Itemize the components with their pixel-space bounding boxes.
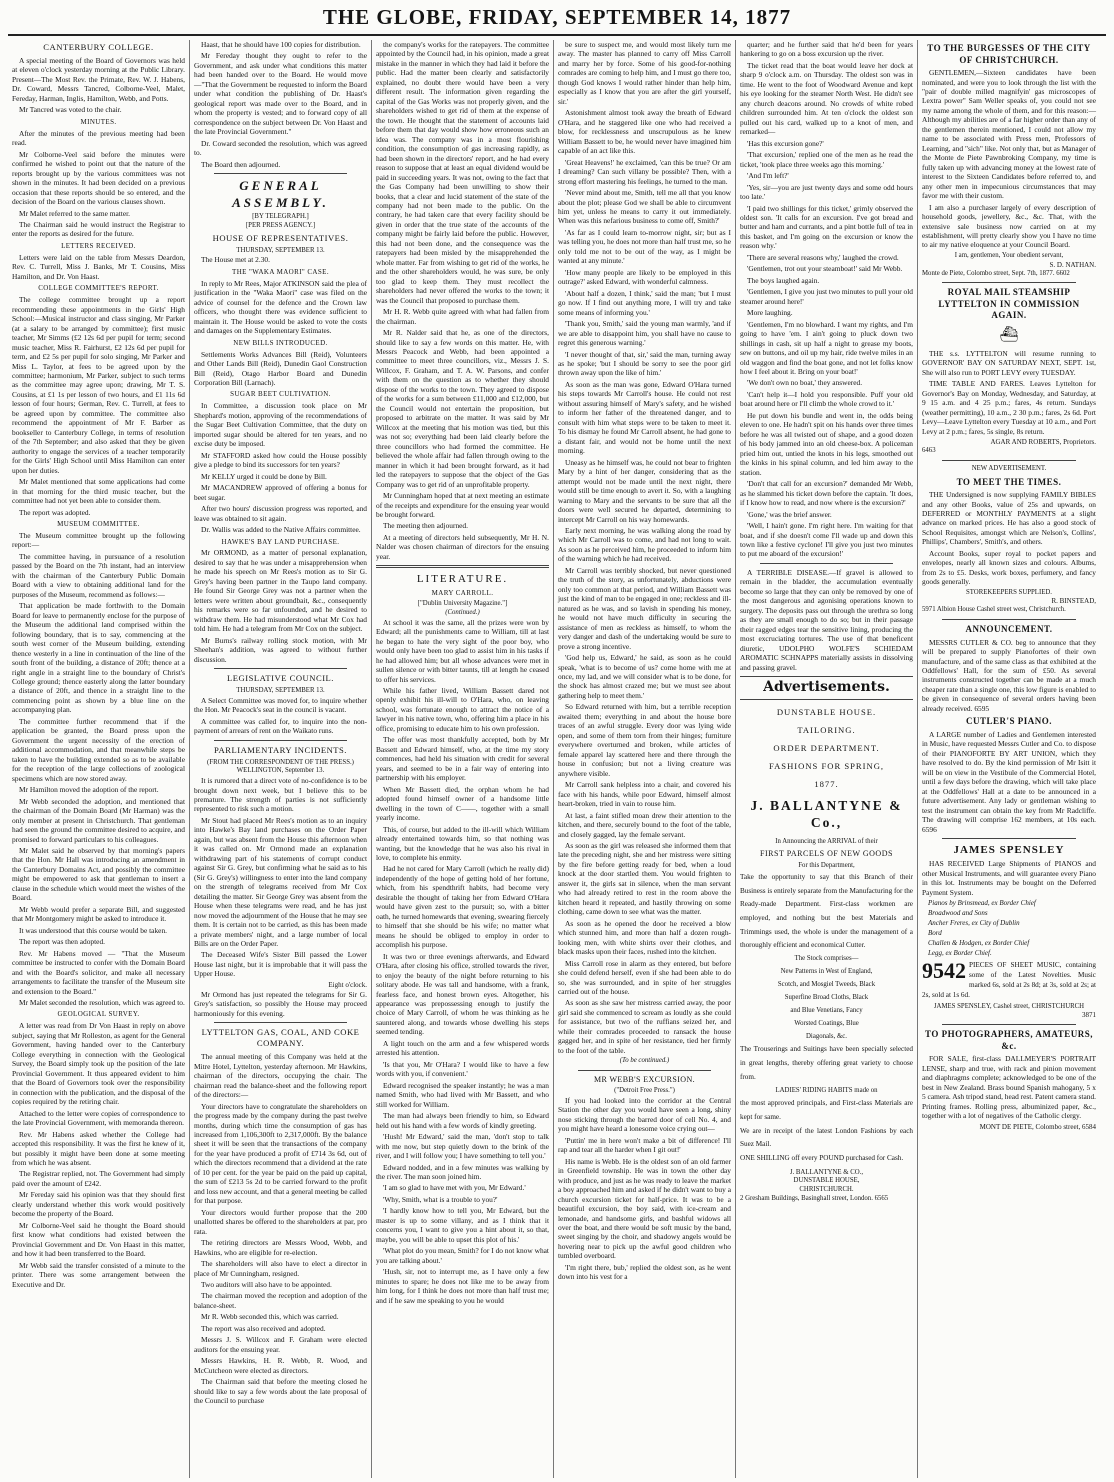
ad-address: 5971 Albion House Cashel street west, Christchurch.	[922, 606, 1066, 614]
paragraph: In reply to Mr Rees, Major ATKINSON said the plea of justification in the "Waka Maori" case was filed on the advice of counsel for the defence and the Crown law officers, who thought there was evidence sufficient to maintain it. The House would be asked to vote the costs and damages on the Supplementary Estimates.	[194, 278, 367, 336]
ad-body: the most approved principals, and First-class Materials are kept for same.	[740, 1099, 913, 1122]
paragraph: Mr Carroll was terribly shocked, but never questioned the truth of the story, as unfortunately, abductions were only too common at that period, and William Bassett was just the kind of man to be engaged in one; reckless and ill-natured as he was, and so lavish in spending his money, he would not have much difficulty in securing the assistance of men as reckless as himself, to whom the very danger and dash of the undertaking would be sure to prove a strong incentive.	[558, 565, 731, 651]
paragraph: If you had looked into the corridor at the Central Station the other day you would have seen a long, shiny nose sticking through the barred door of cell No. 4, and you might have heard a lonesome voice crying out—	[558, 1095, 731, 1134]
paragraph: After two hours' discussion progress was reported, and leave was obtained to sit again.	[194, 504, 367, 523]
paragraph: Early next morning, he was walking along the road by which Mr Carroll was to come, and had not long to wait. As soon as he perceived him, he proceeded to inform him of the warning which he had received.	[558, 525, 731, 564]
paragraph: The shareholders will also have to elect a director in place of Mr Cunningham, resigned.	[194, 1259, 367, 1278]
divider	[578, 1070, 711, 1071]
subsection-title: HAWKE'S BAY LAND PURCHASE.	[221, 537, 340, 546]
paragraph: Astonishment almost took away the breath of Edward O'Hara, and he staggered like one who had received a blow, for recklessness and unscrupulous as he knew William Bassett to be, he would never have imagined him capable of an act like this.	[558, 108, 731, 156]
column-2	[190, 40, 372, 1478]
paragraph: Mr MACANDREW approved of offering a bonus for beet sugar.	[194, 483, 367, 502]
paragraph: 'Is that you, Mr O'Hara? I would like to have a few words with you, if convenient.'	[376, 1059, 549, 1079]
paragraph: The Deceased Wife's Sister Bill passed the Lower House last night, but it is improbable that it will pass the Upper House.	[194, 950, 367, 979]
divider	[214, 173, 347, 174]
ad-number: 6463	[922, 447, 936, 455]
ad-closing: I am, gentlemen, Your obedient servant,	[954, 251, 1064, 259]
paragraph: More laughing.	[747, 308, 793, 318]
ad-signature: AGAR AND ROBERTS, Proprietors.	[990, 438, 1096, 447]
paragraph: Mr Malet referred to the same matter.	[19, 208, 131, 218]
divider	[760, 563, 893, 564]
ad-firm-name: J. BALLANTYNE & Co.,	[750, 797, 903, 831]
paragraph: Mr Malet said he observed by that morning's papers that the Hon. Mr Hall was introducing an amendment in the Canterbury Domains Act, and possibly the committee might be empowered to ask that gentleman to insert a clause in the schedule which would meet the wishes of the Board.	[12, 845, 185, 903]
ad-body: The Trouserings and Suitings have been specially selected in great lengths, thereby offering great variety to choose from.	[740, 1045, 913, 1081]
paragraph: 'What plot do you mean, Smith? for I do not know what you are talking about.'	[376, 1246, 549, 1265]
paragraph: As soon as the man was gone, Edward O'Hara turned his steps towards Mr Carroll's house. He could not rest without assuring himself of Mary's safety, and he wished to inform her father of the threatened danger, and to consult with him what steps were to be taken to meet it. To his dismay he found Mr Carroll absent, he had gone to a distant fair, and would not be home until the next morning.	[558, 379, 731, 456]
paragraph: The retiring directors are Messrs Wood, Webb, and Hawkins, who are eligible for re-election.	[194, 1238, 367, 1257]
subsection-title: GEOLOGICAL SURVEY.	[57, 1010, 140, 1019]
dateline: THURSDAY, SEPTEMBER 13.	[236, 246, 325, 254]
ad-text: FIRST PARCELS OF NEW GOODS	[760, 849, 893, 859]
paragraph: A Select Committee was moved for, to inquire whether the Hon. Mr Peacock's seat in the council is vacant.	[194, 695, 367, 715]
ad-body: GENTLEMEN,—Sixteen candidates have been nominated, and were you to look through the list with the "pair of double milled magnifyin' gas microscopes of Lextra power" Sam Weller speaks of, you could not see my name among the whole of them, and for this reason:—Although my abilities are of a far higher order than any of the gentlemen therein mentioned, I could not allow my name to be associated with Press men, Professors of Learning, and "sich" like. Not only that, but as Manager of the Monte de Piete Pawnbroking Company, my time is fully taken up with advancing money at the lowest rate of interest to the Sixteen Candidates before referred to, and any other men in impecunious circumstances that may favor me with their custom.	[922, 68, 1096, 201]
paragraph: be sure to suspect me, and would most likely turn me away. The master has planned to carry off Miss Carroll and marry her by force. Some of his good-for-nothing comrades are coming to help him, and I must go there too, though God knows I would rather hinder than help him, especially as I know that you are after the girl yourself, sir.'	[558, 40, 731, 106]
paragraph: 'Great Heavens!' he exclaimed, 'can this be true? Or am I dreaming? Can such villany be possible? Then, with a strong effort mastering his feelings, he turned to the man.	[558, 157, 731, 186]
paragraph: The college committee brought up a report recommending these appointments in the Girls' High School:—Musical instructor and class singing, Mr Parker (at a salary to be arranged by committee); first music teacher, Mr Simms (£2 12s 6d per pupil for term; second music teacher, Miss R. Fairhurst, £2 12s 6d per pupil for term, and £2 5s per pupil for solo singing, Mr Parker and Miss L. Taylor, at fees to be agreed upon by the committee; harmonium, Mr Parker, subject to such terms as the committee may agree upon; drawing, Mr T. S. Cousins, at £1 1s per lesson of two hours, and £1 11s 6d lesson of four hours; German, Rev. C. Turrell, at fees to be agreed upon by committee. The committee also recommend the appointment of Mr F. Barber as bookseller to Canterbury College, in terms of resolution of the 7th September; and also asked that they be given authority to engage the services of a teacher temporarily for the Girls' High School until Miss Hamilton can enter upon her duties.	[12, 295, 185, 475]
ad-body: HAS RECEIVED Large Shipments of PIANOS and other Musical Instruments, and will guarantee every Piano in this lot. Instruments may be bought on the Deferred Payment System.	[922, 859, 1096, 897]
paragraph: Mr Cunningham hoped that at next meeting an estimate of the receipts and expenditure for the ensuing year would be brought forward.	[376, 491, 549, 519]
paragraph: A TERRIBLE DISEASE.—If gravel is allowed to remain in the bladder, the accumulation eventually become so large that they can only be removed by one of the most dangerous and agonising operations known to surgery. The deposits pass out through the urethra so long as they are small enough to do so; but in their passage their ragged edges tear the sensitive lining, producing the most excruciating tortures. The use of that beneficent diuretic, UDOLPHO WOLFE'S SCHIEDAM AROMATIC SCHNAPPS materially assists in dissolving and passing gravel.	[740, 567, 913, 672]
ad-body: Account Books, super royal to pocket papers and envelopes, nearly all known sizes and colours. Albums, from 2s to £5. Desks, work boxes, perfumery, and fancy goods generally.	[922, 548, 1096, 587]
paragraph: 'Can't help it—I hold you responsible. Puff your old boat around here or I'll climb the whole crowd to it.'	[740, 389, 913, 409]
ad-body: ONE SHILLING off every POUND purchased for Cash.	[740, 1154, 904, 1163]
ad-subheading: STOREKEEPERS SUPPLIED.	[966, 588, 1052, 596]
divider	[376, 565, 549, 568]
divider	[942, 460, 1076, 461]
paragraph: A committee was called for, to inquire into the non-payment of arrears of rent on the Waikato runs.	[194, 716, 367, 736]
list-item: Bord	[928, 928, 942, 937]
paragraph: Mr H. R. Webb quite agreed with what had fallen from the chairman.	[376, 307, 549, 326]
paragraph: Messrs Hawkins, H. R. Webb, R. Wood, and McCutcheon were elected as directors.	[194, 1356, 367, 1375]
paragraph: Mr STAFFORD asked how could the House possibly give a pledge to bind its successors for ten years?	[194, 450, 367, 470]
paragraph: 'Yes, sir—you are just twenty days and some odd hours too late.'	[740, 182, 913, 202]
paragraph: 'Thank you, Smith,' said the young man warmly, 'and if we are able to disappoint him, you shall have no cause to regret this generous warning.'	[558, 319, 731, 348]
ad-label: NEW ADVERTISEMENT.	[971, 464, 1047, 472]
newspaper-title: THE GLOBE, FRIDAY, SEPTEMBER 14, 1877	[322, 4, 792, 29]
paragraph: The annual meeting of this Company was held at the Mitre Hotel, Lyttelton, yesterday afternoon. Mr Hawkins, chairman of the directors, occupying the chair. The chairman read the balance-sheet and the following report of the directors:—	[194, 1052, 367, 1100]
ad-heading: JAMES SPENSLEY	[953, 844, 1065, 857]
paragraph: Mr Colborne-Veel said he thought the Board should first know what conditions had existed between the Provincial Government and Dr. Von Haast in this matter, and how it had been transferred to the Board.	[12, 1220, 185, 1259]
ad-address: 2 Gresham Buildings, Basinghall street, London. 6565	[740, 1194, 889, 1202]
paragraph: Mr R. Webb seconded this, which was carried.	[201, 1312, 339, 1322]
paragraph: Letters were laid on the table from Messrs Deardon, Rev. C. Turrell, Miss J. Banks, Mr T. Cousins, Miss Hamilton, and Dr. Von Haast.	[12, 252, 185, 281]
section-title: MR WEBB'S EXCURSION.	[593, 1074, 696, 1084]
ad-body: Take the opportunity to say that this Branch of their Business is entirely separate from the Manufacturing for the Ready-made Department. First-class workmen are employed, and nothing but the best Materials and Trimmings used, the whole is under the management of a thoroughly efficient and economical Cutter.	[740, 873, 913, 950]
ad-heading: CUTLER'S PIANO.	[965, 716, 1052, 727]
column-4	[554, 40, 736, 1478]
paragraph: The report was then adopted.	[19, 937, 105, 947]
paragraph: Edward nodded, and in a few minutes was walking by the river. The man soon joined him.	[376, 1162, 549, 1181]
list-item: Ancher Freres, ex City of Dublin	[928, 918, 1020, 927]
ad-body: I am also a purchaser largely of every description of household goods, jewellery, &c., &c. That, with the extensive sale business now carried on at my establishment, will pretty clearly show you I have no time to air my native eloquence at your Council Board.	[922, 202, 1096, 250]
paragraph: Mr Webb seconded the adoption, and mentioned that the chairman of the Domain Board (Mr Harman) was the only member at present in Christchurch. That gentleman had seen the ground the committee desired to acquire, and promised to forward particulars to his colleagues.	[12, 796, 185, 844]
steamship-icon: ⛴	[999, 326, 1019, 343]
paragraph: That application be made forthwith to the Domain Board for leave to permanently enclose for the purpose of the Museum the additional land comprised within the following boundary, that is to say, commencing at the south west corner of the Museum building, extending thence westerly in a line in continuation of the line of the south front of the building, a distance of 20ft; thence at a right angle in a straight line to the boundary of Christ's College ground; thence easterly along the latter boundary a distance of 20ft, and thence in a straight line to the commencing point as shown by a blue line on the accompanying plan.	[12, 601, 185, 715]
ad-text: Scotch, and Mosgiel Tweeds, Black	[777, 980, 876, 988]
ad-body: PIECES OF SHEET MUSIC, containing some of the Latest Novelties. Music marked 6s, sold at 2s 8d; at 3s, sold at 2s; at 2s, sold at 1s 6d.	[922, 960, 1096, 1000]
paragraph: As soon as she saw her mistress carried away, the poor girl said she commenced to scream as loudly as she could for assistance, but two of the ruffians seized her, and while their comrades proceeded to ransack the house gagged her, and in spite of her resistance, tied her firmly to the foot of the table.	[558, 998, 731, 1055]
ad-text: New Patterns in West of England,	[780, 968, 873, 976]
paragraph: Edward recognised the speaker instantly; he was a man named Smith, who had lived with Mr Bassett, and who still worked for William.	[376, 1080, 549, 1109]
ad-signature: CHRISTCHURCH.	[799, 1186, 854, 1194]
paragraph: In Committee, a discussion took place on Mr Shephard's motion, approving of the recommendations of the Sugar Beet Cultivation Committee, that the duty on imported sugar should be altered for ten years, and no excise duty be imposed.	[194, 401, 367, 449]
byline: [PER PRESS AGENCY.]	[245, 222, 316, 230]
paragraph: The House met at 2.30.	[201, 255, 270, 265]
paragraph: At school it was the same, all the prizes were won by Edward; all the punishments came to William, till at last he began to hate the very sight of the poor boy, who would only have been too glad to assist him in his tasks if he had allowed him; but all whose advances were met in sullen silence or with bitter taunts, till at length he ceased to offer his services.	[376, 617, 549, 684]
story-title: MARY CARROLL.	[431, 589, 494, 598]
ad-body: FOR SALE, first-class DALLMEYER'S PORTRAIT LENSE, sharp and true, with rack and pinion movement and diaphragms complete; acknowledged to be one of the best in New Zealand. Brass bound Spanish mahogany, 5 x 5 camera. Ash tripod stand, head rest. Patent camera stand. Printing frames. Rolling press, albuminized paper, &c., together with a lot of negatives of the Catholic clergy.	[922, 1054, 1096, 1121]
paragraph: A light touch on the arm and a few whispered words arrested his attention.	[376, 1038, 549, 1058]
source: ("Detroit Free Press.")	[614, 1087, 675, 1095]
list-item: Broadwood and Sons	[928, 908, 988, 917]
paragraph: 'We don't own no boat,' they answered.	[747, 378, 863, 388]
paragraph: This, of course, but added to the ill-will which William already entertained towards him, so that nothing was wanting, but the knowledge that he was also his rival in love, to complete his enmity.	[376, 824, 549, 862]
paragraph: Settlements Works Advances Bill (Reid), Volunteers and Other Lands Bill (Reid), Dunedin Gaol Construction Bill (Reid), Otago Harbor Board and Dunedin Corporation Bill (Larnach).	[194, 349, 367, 387]
column-1	[8, 40, 190, 1478]
paragraph: Mr Fereday thought they ought to refer to the Government, and ask under what conditions this matter had been handed over to the Board. He would move—"That the Government be requested to inform the Board under what condition the publishing of Dr. Haast's geological report was made over to the Board, and in whom the property is vested; and to forward copy of all correspondence on the subject between Dr. Von Haast and the late Provincial Government."	[194, 51, 367, 137]
subsection-title: LETTERS RECEIVED.	[61, 241, 136, 250]
paragraph: Two auditors will also have to be appointed.	[201, 1280, 332, 1290]
paragraph: Your directors have to congratulate the shareholders on the progress made by the company during the past twelve months, during which time the consumption of gas has increased from 1,106,300ft to 2,317,000ft. By the balance sheet it will be seen that the transactions of the company for the year have produced a profit of £714 3s 6d, out of which the directors recommend that a dividend at the rate of 10 per cent. for the year be paid on the paid up capital, the sum of £213 5s 2d to be carried forward to the profit and loss new account, and that a general meeting be called for that purpose.	[194, 1101, 367, 1206]
piano-list	[928, 899, 1096, 958]
subsection-title: COLLEGE COMMITTEE'S REPORT.	[38, 284, 159, 293]
paragraph: 'Puttin' me in here won't make a bit of difference! I'll rap and tear all the harder when I git out!'	[558, 1135, 731, 1155]
dateline: THURSDAY, SEPTEMBER 13.	[236, 687, 325, 695]
paragraph: He put down his bundle and went in, the odds being eleven to one. He hadn't spit on his hands over three times before he was all twisted out of shape, and a good dozen of his body jammed into an old cheese-box. A policeman pried him out, untied the knots in his legs, smoothed out the kinks in his spinal column, and led him away to the station.	[740, 410, 913, 477]
ad-body: THE Undersigned is now supplying FAMILY BIBLES and any other Books, value of 25s and upwards, on DEFERRED or MONTHLY PAYMENTS at a slight advance on marked prices. He has also a good stock of School Requisites, amongst which are Nelson's, Collins', Phillips', Chambers', Smith's, and others.	[922, 490, 1096, 547]
paragraph: It is rumored that a direct vote of no-confidence is to be brought down next week, but I believe this to be premature. The strength of parties is not sufficiently represented to risk such a motion.	[194, 776, 367, 814]
list-item: Challen & Hodgen, ex Border Chief	[928, 938, 1030, 947]
ad-heading: TAILORING.	[797, 724, 856, 735]
paragraph: Mr Burns's railway rolling stock motion, with Mr Sheehan's addition, was agreed to without further discussion.	[194, 635, 367, 664]
paragraph: Mr Stout had placed Mr Rees's motion as to an inquiry into Hawke's Bay land purchases on the Order Paper again, but was absent from the House this afternoon when it was called on. Mr Ormond made an explanation withdrawing part of his statements of corrupt conduct against Sir G. Grey, but confirming what he said as to his (Sir G. Grey's) willingness to enter into the land company on the strength of telegrams received from Mr Cox detailing the matter. Sir George Grey was absent from the House when these telegrams were read, and he has just now moved the adjournment of the House that he may see them. It is certain not to be carried, as this has been made a private members' night, and a large number of local Bills are on the Order Paper.	[194, 815, 367, 948]
ad-number: 9542	[922, 957, 966, 983]
paragraph: Mr Tancred was voted to the chair.	[19, 105, 122, 115]
advertisements-heading: Advertisements.	[740, 676, 913, 700]
paragraph: When Mr Bassett died, the orphan whom he had adopted found himself owner of a handsome little dwelling in the town of C——, together with a small yearly income.	[376, 784, 549, 823]
paragraph: The Registrar replied, not. The Government had simply paid over the amount of £242.	[12, 1169, 185, 1188]
ad-text: In Announcing the ARRIVAL of their	[775, 837, 878, 845]
continued-label: (To be continued.)	[619, 1057, 670, 1065]
paragraph: The committee further recommend that if the application be granted, the Board press upon the Government the urgent necessity of the erection of additional accommodation, and that meanwhile steps be taken to have the building extended so as to be available for the reception of the large collections of zoological specimens which are now stored away.	[12, 716, 185, 783]
ad-heading: DUNSTABLE HOUSE.	[776, 706, 877, 717]
paragraph: The ticket read that the boat would leave her dock at sharp 9 o'clock a.m. on Thursday. The oldest son was in time. He went to the foot of Woodward Avenue and kept his eye looking for the steamer North West. He didn't see any church deacons around. No crowds of white robed children surrounded him. At ten o'clock the oldest son pulled out his card, walked up to a knot of men, and remarked—	[740, 60, 913, 137]
paragraph: As soon as the girl was released she informed them that late the preceding night, she and her mistress were sitting by the fire before getting ready for bed, when a loud knock at the door startled them. You would frighten to answer it, the girls sat in silence, when the man servant who had already retired to rest in the room above the kitchen heard it repeated, and hastily throwing on some clothing, came down to see what was the matter.	[558, 840, 731, 917]
ad-text: and Blue Venetians, Fancy	[790, 1006, 863, 1014]
paragraph: After the minutes of the previous meeting had been read.	[12, 128, 185, 148]
ad-text: For this Department,	[798, 862, 855, 870]
ad-body: THE s.s. LYTTELTON will resume running to GOVERNOR' BAY ON SATURDAY NEXT, SEPT. 1st, She will also run to PORT LEVY every TUESDAY.	[922, 349, 1096, 377]
ad-body: MESSRS CUTLER & CO. beg to announce that they will be prepared to supply Pianofortes of their own manufacture, and of the same class as that exhibited at the Oddfellows' Hall, for the sum of £50. As several instruments constructed together can be made at a much cheaper rate than a single one, this low figure is enabled to be given in consequence of several orders having been already received. 6595	[922, 637, 1096, 713]
divider	[214, 668, 347, 669]
section-title: LITERATURE.	[416, 573, 509, 586]
divider	[942, 619, 1076, 620]
paragraph: 'Gentlemen, I give you just two minutes to pull your old steamer around here!'	[740, 287, 913, 306]
continued-label: (Continued.)	[445, 609, 480, 617]
paragraph: The committee having, in pursuance of a resolution passed by the Board on the 7th instant, had an interview with the chairman of the Canterbury Public Domain Board with a view to obtaining additional land for the purposes of the Museum, recommend as follows:—	[12, 551, 185, 599]
column-6	[918, 40, 1100, 1478]
ad-heading: ORDER DEPARTMENT.	[773, 742, 880, 753]
subsection-title: MUSEUM COMMITTEE.	[57, 520, 140, 529]
ad-text: LADIES' RIDING HABITS made on	[775, 1086, 878, 1094]
paragraph: The Board then adjourned.	[201, 159, 281, 169]
ad-text: Superfine Broad Cloths, Black	[784, 993, 869, 1001]
paragraph: Miss Carroll rose in alarm as they entered, but before she could defend herself, even if she had been able to do so, she was surrounded, and in spite of her struggles carried out of the house.	[558, 958, 731, 996]
paragraph: Had he not cared for Mary Carroll (which he really did) independently of the hope of getting hold of her fortune, which, from his spendthrift habits, had become very desirable the thought of taking her from Edward O'Hara would have given zest to the pursuit; so, with a bitter oath, he turned homewards that evening, swearing fiercely to himself that she should be his wife; no matter what means he should be obliged to employ in order to accomplish his purpose.	[376, 864, 550, 950]
ad-signature: JAMES SPENSLEY, Cashel street, CHRISTCHURCH	[933, 1002, 1085, 1010]
paragraph: 'I'm right there, bub,' replied the oldest son, as he went down into his vest for a	[558, 1262, 731, 1282]
ad-signature: MONT DE PIETE, Colombo street, 6584	[979, 1122, 1096, 1131]
byline: (FROM THE CORRESPONDENT OF THE PRESS.) WELLINGTON, September 13.	[207, 758, 354, 775]
divider	[942, 282, 1076, 283]
paragraph: 'Gentlemen, trot out your steamboat!' said Mr Webb.	[747, 264, 903, 274]
subsection-title: SUGAR BEET CULTIVATION.	[230, 390, 331, 399]
paragraph: 'About half a dozen, I think,' said the man; 'but I must go now. If I find out anything more, I will try and take some means of informing you.'	[558, 288, 731, 317]
subsection-title: THE "WAKA MAORI" CASE.	[232, 267, 329, 276]
ad-body: A LARGE number of Ladies and Gentlemen interested in Music, have requested Messrs Cutler and Co. to dispose of their PIANOFORTE BY ART UNION, which they have resolved to do. By the kind permission of Mr Isitt it will be on view in the Vestibule of the Commercial Hotel, until a few days before the drawing, which will take place at the Oddfellows' Hall at a date to be announced in a future advertisement. Any lady or gentleman wishing to test the instrument can obtain the key from Mr Radcliffe. The drawing will comprise 162 members, at 10s each. 6596	[922, 729, 1096, 834]
ad-heading: FASHIONS FOR SPRING,	[768, 760, 885, 771]
ad-heading: ROYAL MAIL STEAMSHIP LYTTELTON IN COMMISSION AGAIN.	[938, 287, 1080, 321]
section-title: CANTERBURY COLLEGE.	[43, 42, 154, 52]
ad-heading: 1877.	[814, 778, 839, 789]
paragraph: 'Hush! Mr Edward,' said the man, 'don't stop to talk with me now, but step quietly down to the brink of the river, and I will follow you; I have something to tell you.'	[376, 1132, 549, 1161]
paragraph: Uneasy as he himself was, he could not bear to frighten Mary by a hint of her danger, considering that as the attempt would not be made until the next night, there would still be time enough to avert it. So, with a laughing warning to Mary and the servants to be sure that all the doors were well secured he departed, determining to intercept Mr Carroll on his way homewards.	[558, 457, 731, 524]
paragraph: 'Hush, sir, not to interrupt me, as I have only a few minutes to spare; he does not like me to be away from him long, for I think he does not more than half trust me; and if he saw me speaking to you he would	[376, 1267, 549, 1305]
paragraph: Mr Malet mentioned that some applications had come in that morning for the third music teacher, but the committee had not yet been able to consider them.	[12, 477, 185, 506]
paragraph: Mr Ormond has just repeated the telegrams for Sir G. Grey's satisfaction, so possibly the House may proceed harmoniously for this evening.	[194, 989, 367, 1018]
paragraph: It was understood that this course would be taken.	[19, 925, 167, 935]
paragraph: A letter was read from Dr Von Haast in reply on above subject, saying that Mr Rolleston, as agent for the General Government, having handed over to the Canterbury College everything in connection with the Geological Survey, the Board simply took up the position of the late Provincial Government. It thus appeared evident to him that the Board of Governors took over the responsibility in connection with the publication, and the disposal of the copies required by the retiring chair.	[12, 1021, 185, 1107]
paragraph: 'Has this excursion gone?'	[747, 138, 824, 148]
paragraph: The Museum committee brought up the following report:—	[12, 530, 185, 550]
paragraph: Rev. Mr Habens asked whether the College had accepted this responsibility. It was the first he knew of it, but possibly it might have been done at some meeting from which he was absent.	[12, 1129, 185, 1167]
paragraph: The boys laughed again.	[747, 275, 820, 285]
paragraph: 'How many people are likely to be employed in this outrage?' asked Edward, with wonderful calmness.	[558, 267, 731, 287]
divider	[942, 838, 1076, 839]
ad-address: Monte de Piete, Colombo street, Sept. 7th, 1877. 6602	[922, 269, 1070, 277]
source: ["Dublin University Magazine."]	[417, 600, 508, 608]
paragraph: The Chairman said he would instruct the Registrar to enter the reports as desired for the future.	[12, 219, 185, 239]
ad-text: The Stock comprises—	[794, 955, 859, 963]
paragraph: 'Gentlemen, I'm no blowhard. I want my rights, and I'm going to have 'em. I ain't going to pluck down two shillings in cash, sit up half a night to grease my boots, sew on buttons, and oil up my hair, ride twelve miles in an old waggon and find the boat gone, and not let folks know how I feel about it. Bring on your boat!'	[740, 319, 913, 376]
ad-signature: S. D. NATHAN.	[1049, 260, 1096, 269]
ad-text: Diagonals, &c.	[806, 1032, 847, 1040]
paragraph: At last, a faint stifled moan drew their attention to the kitchen, and there, securely bound to the foot of the table, and closely gagged, lay the female servant.	[558, 810, 731, 839]
paragraph: Mr Malet seconded the resolution, which was agreed to.	[19, 998, 185, 1007]
paragraph: As soon as he opened the door he received a blow which stunned him, and more than half a dozen rough-looking men, with white shirts over their clothes, and black masks upon their faces, rushed into the kitchen.	[558, 918, 731, 957]
paragraph: The report was also received and adopted.	[201, 1323, 326, 1333]
list-item: Pianos by Brinsmead, ex Border Chief	[928, 898, 1036, 907]
paragraph: 'I never thought of that, sir,' said the man, turning away as he spoke; 'but I should be sorry to see the poor girl thrown away upon the like of him.'	[558, 349, 731, 378]
list-item: Legg, ex Border Chief.	[928, 948, 992, 957]
paragraph: Attached to the letter were copies of correspondence to the late Provincial Government, with memoranda thereon.	[12, 1108, 185, 1128]
paragraph: A special meeting of the Board of Governors was held at eleven o'clock yesterday morning at the Public Library. Present—The Most Rev. the Primate, Rev. W. J. Habens, Dr. Coward, Messrs Tancred, Colborne-Veel, Malet, Fereday, Harman, Inglis, Hamilton, Webb, and Potts.	[12, 56, 185, 103]
column-3	[372, 40, 554, 1478]
paragraph: 'I hardly know how to tell you, Mr Edward, but the master is up to some villany, and as I think that it concerns you, I want to give you a hint about it, so that, maybe, you will be able to upset this plot of his.'	[376, 1206, 549, 1244]
newspaper-page	[8, 40, 1106, 1478]
paragraph: Mr R. Nalder said that he, as one of the directors, should like to say a few words on this matter. He, with Messrs Peacock and Webb, had been appointed a committee to meet three councillors, viz., Messrs J. S. Willcox, F. Graham, and T. A. W. Parsons, and confer with them on the question as to whether they should dispose of the works to the town. They agreed to dispose of the works for a sum between £11,000 and £12,000, but the Council would not entertain the proposition, but proposed to arbitrate on the matter. It was said by Mr Willcox at the meeting that his motion was tied, but this was not so; everything had been laid clearly before the three councillors who had formed the committee. He believed the whole affair had fallen through owing to the manner in which it had been brought forward, as it had led the ratepayers to suppose that the object of the Gas Company was to get rid of an unprofitable property.	[376, 328, 549, 489]
paragraph: Mr KELLY urged it could be done by Bill.	[201, 471, 327, 481]
paragraph: 'I paid two shillings for this ticket,' grimly observed the oldest son. 'It calls for an excursion. I've got bread and butter and ham and currants, and a pint bottle full of tea in this basket, and I'm going on the excursion or know the reason why.'	[740, 203, 913, 251]
paragraph: The Chairman said that before the meeting closed he should like to say a few words about the late proposal of the Council to purchase	[194, 1377, 367, 1406]
paragraph: The offer was most thankfully accepted, both by Mr Bassett and Edward himself, who, at the time my story commences, had held his situation with credit for several years, and seemed to be in a fair way of entering into partnership with his employer.	[376, 735, 549, 783]
paragraph: The report was adopted.	[19, 507, 91, 517]
paragraph: So Edward returned with him, but a terrible reception awaited them; everything in and about the house bore traces of an awful struggle. Every door was lying wide open, and some of them torn from their hinges; furniture everywhere overturned and broken, while articles of female apparel lay scattered here and there through the house in confusion; but not a living creature was anywhere visible.	[558, 702, 731, 778]
ad-signature: DUNSTABLE HOUSE,	[793, 1177, 860, 1185]
paragraph: The meeting then adjourned.	[383, 521, 468, 531]
paragraph: While his father lived, William Bassett dared not openly exhibit his ill-will to O'Hara, who, on leaving school, was fortunate enough to attract the notice of a lawyer in his native town, who, offering him a place in his office, promising to educate him to his own profession.	[376, 686, 549, 733]
paragraph: Messrs J. S. Willcox and F. Graham were elected auditors for the ensuing year.	[194, 1335, 367, 1354]
paragraph: 'And I'm left?'	[747, 171, 789, 181]
paragraph: The chairman moved the reception and adoption of the balance-sheet.	[194, 1291, 367, 1310]
paragraph: the company's works for the ratepayers. The committee appointed by the Council had, in his opinion, made a great mistake in the manner in which they had laid it before the public. Had the matter been clearly and satisfactorily explained, no doubt there would have been a very different result. The information given regarding the capital of the Gas Works was not properly given, and the shareholders wished to get rid of them at the expense of the town. He thought that the statement of accounts laid before them that day would show how erroneous such an idea was. The company was in a most flourishing condition, the consumption of gas increasing rapidly, as had been shown in the directors' report, and he had every reason to suppose that at least an equal dividend would be paid in succeeding years. It was not, owing to the fact that the Gas Company had been unwilling to show their books, that a clear and lucid statement of the state of the company had not been made to the public. On the contrary, he had taken care that every facility should be given in order that the true state of the accounts of the company might be fairly laid before the public. However, this had not been done, and the consequence was the ratepayers had been misled by the misapprehended the whole matter. Far from wishing to get rid of the works, he and the other shareholders would, he was sure, be only too glad to keep them. They must recollect the shareholders had never offered the works to the town; it was the Council that proposed to purchase them.	[376, 40, 549, 305]
subsection-title: MINUTES.	[80, 117, 117, 126]
masthead	[8, 0, 1106, 36]
paragraph: 'God help us, Edward,' he said, as soon as he could speak, 'what is to become of us? come home with me at once, my lad, and we will consider what is to be done, for the shock has almost crazed me; but we must see about gathering help to meet them.'	[558, 653, 731, 700]
paragraph: 'That excursion,' replied one of the men as he read the ticket, 'took place three weeks ago this morning.'	[740, 150, 913, 169]
divider	[214, 1022, 347, 1023]
ad-body: We are in receipt of the latest London Fashions by each Suez Mail.	[740, 1126, 913, 1149]
section-title: PARLIAMENTARY INCIDENTS.	[214, 744, 347, 755]
ad-signature: R. BINSTEAD,	[1051, 597, 1096, 606]
paragraph: Your directors would further propose that the 200 unallotted shares be offered to the shareholders at par, pro rata.	[194, 1207, 367, 1236]
paragraph: 'As far as I could learn to-morrow night, sir; but as I was telling you, he does not more than half trust me, so he only told me not to be out of the way, as I might be wanted at any minute.'	[558, 227, 731, 266]
paragraph: quarter; and he further said that he'd been for years hankering to go on a boss excursion up the river.	[740, 40, 913, 59]
paragraph: 'Why, Smith, what is a trouble to you?'	[383, 1194, 498, 1204]
paragraph: 'I am so glad to have met with you, Mr Edward.'	[383, 1183, 526, 1193]
paragraph: Mr Hamilton moved the adoption of the report.	[19, 785, 159, 795]
paragraph: Mr ORMOND, as a matter of personal explanation, desired to say that he was under a misapprehension when he made his speech on Mr Rees's motion as to Sir G. Grey's having been partner in the Taupo land company. He found Sir George Grey was not a partner when the letters were written about groundbait, &c., consequently his remarks were so far unfounded, and he desired to withdraw them. He had misunderstood what Mr Cox had told him. He had a telegram from Mr Cox on the subject.	[194, 548, 367, 634]
paragraph: Mr Colborne-Veel said before the minutes were confirmed he wished to point out that the nature of the reports brought up by the various committees was not shown in the minutes. It had been decided on a previous occasion that these reports should be so entered, and the decision of the Board on the various clauses shown.	[12, 149, 185, 207]
subsection-title: NEW BILLS INTRODUCED.	[233, 338, 328, 347]
paragraph: Rev. Mr Habens moved — "That the Museum committee be instructed to confer with the Domain Board and with the Board's solicitor, and make all necessary arrangements to facilitate the transfer of the Museum site and extension to the Board."	[12, 948, 185, 996]
timestamp: Eight o'clock.	[328, 980, 367, 989]
paragraph: His name is Webb. He is the oldest son of an old farmer in Greenfield township. He was in town the other day with produce, and just as he was ready to leave the market a boy approached him and asked if he didn't want to buy a church excursion ticket for half-price. It was to be a beautiful excursion, the boy said, with ice-cream and lemonade, and handsome girls, and bashful widows all over the boat, and there would be soft music by the band, sweet singing by the choir, and shadowy angels would be hovering near to pick up the awful good children who tumbled overboard.	[558, 1156, 731, 1261]
paragraph: 'Don't that call for an excursion?' demanded Mr Webb, as he slammed his ticket down before the captain. 'It does, if I know how to read, and now where is the excursion?'	[740, 479, 913, 508]
ad-signature: J. BALLANTYNE & CO.,	[789, 1168, 864, 1176]
paragraph: Dr. Wallis was added to the Native Affairs committee.	[201, 525, 361, 535]
paragraph: It was two or three evenings afterwards, and Edward O'Hara, after closing his office, strolled towards the river, to enjoy the beauty of the night before returning to his solitary abode. He was tall and handsome, with a frank, fearless face, and honest brown eyes. Altogether, his appearance was prepossessing enough to justify the choice of Mary Carroll, of whom he was thinking as he sauntered along, and towards whose dwelling his steps seemed tending.	[376, 951, 549, 1037]
paragraph: 'There are several reasons why,' laughed the crowd.	[747, 252, 899, 262]
byline: [BY TELEGRAPH.]	[252, 213, 309, 221]
divider	[214, 740, 347, 741]
section-title: LEGISLATIVE COUNCIL.	[227, 673, 334, 684]
paragraph: Mr Webb would prefer a separate Bill, and suggested that Mr Montgomery might be asked to introduce it.	[12, 904, 185, 924]
ad-heading: TO PHOTOGRAPHERS, AMATEURS, &c.	[924, 1029, 1094, 1051]
paragraph: Haast, that he should have 100 copies for distribution.	[201, 40, 361, 49]
ad-text: Worsted Coatings, Blue	[794, 1019, 859, 1027]
ad-heading: TO THE BURGESSES OF THE CITY OF CHRISTCHURCH.	[927, 43, 1091, 65]
ad-heading: ANNOUNCEMENT.	[965, 624, 1053, 635]
ad-heading: TO MEET THE TIMES.	[956, 476, 1062, 487]
paragraph: Dr. Coward seconded the resolution, which was agreed to.	[194, 138, 367, 158]
section-title: GENERAL ASSEMBLY.	[232, 178, 329, 210]
paragraph: 'Never mind about me, Smith, tell me all that you know about the plot; please God we shall be able to circumvent him yet, unless he means to carry it out immediately. When was this nefarious business to come off, Smith?'	[558, 188, 731, 226]
ad-number: 3871	[1082, 1011, 1096, 1020]
paragraph: At a meeting of directors held subsequently, Mr H. N. Nalder was chosen chairman of directors for the ensuing year.	[376, 532, 549, 561]
section-title: HOUSE OF REPRESENTATIVES.	[212, 232, 349, 243]
paragraph: 'Well, I hain't gone. I'm right here. I'm waiting for that boat, and if she doesn't come I'll wade up and down this town like a festive cyclone! I'll give you just two minutes to put me aboard of the excursion!'	[740, 521, 913, 559]
column-5	[736, 40, 918, 1478]
paragraph: Mr Fereday said his opinion was that they should first clearly understand whether this work would positively become the property of the Board.	[12, 1190, 185, 1219]
divider	[942, 1024, 1076, 1025]
section-title: LYTTELTON GAS, COAL, AND COKE COMPANY.	[201, 1027, 360, 1049]
paragraph: 'Gone,' was the brief answer.	[747, 509, 832, 519]
ad-body: TIME TABLE AND FARES. Leaves Lyttelton for Governor's Bay on Monday, Wednesday, and Saturday, at 9 15 a.m. and 4 25 p.m.; fares, 4s return. Sundays (weather permitting), 10 a.m., 2 30 p.m.; fares, 2s 6d. Port Levy—Leave Lyttelton every Tuesday at 10 a.m., and Port Levy at 2 p.m.; fares, 5s single, 8s return.	[922, 379, 1096, 436]
paragraph: Mr Webb said the transfer consisted of a minute to the printer. There was some arrangement between the Executive and Dr.	[12, 1260, 185, 1289]
paragraph: The man had always been friendly to him, so Edward held out his hand with a few words of kindly greeting.	[376, 1111, 549, 1130]
paragraph: Mr Carroll sank helpless into a chair, and covered his face with his hands, while poor Edward, himself almost heart-broken, tried in vain to rouse him.	[558, 780, 731, 809]
sheet-music-ad	[922, 957, 1096, 1001]
